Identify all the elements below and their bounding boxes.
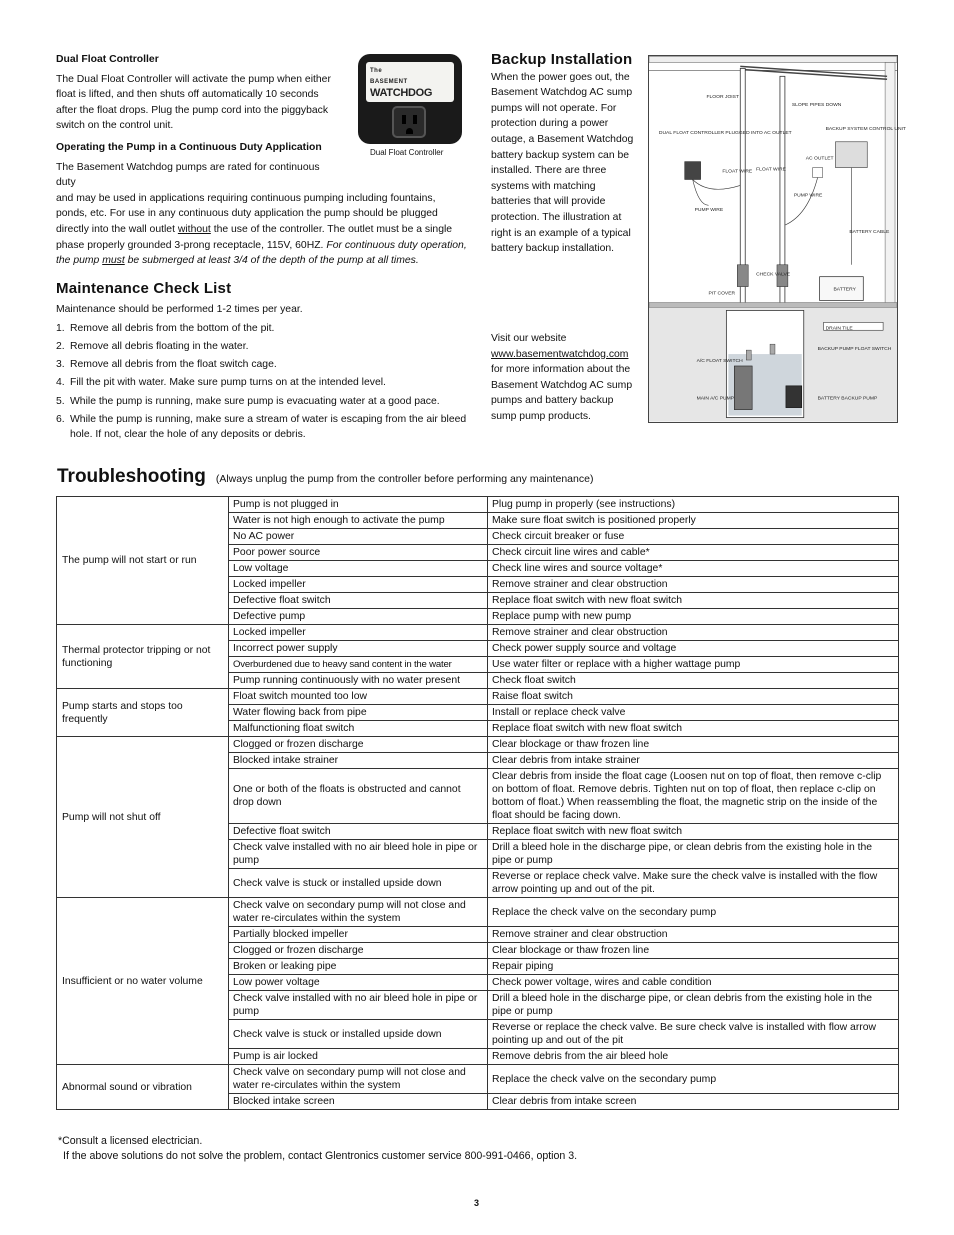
cause-cell: Check valve on secondary pump will not close and water re-circulates within the system	[229, 898, 488, 927]
solution-cell: Remove debris from the air bleed hole	[488, 1049, 899, 1065]
solution-cell: Reverse or replace the check valve. Be sure check valve is installed with flow arrow pointing up and out of the pit	[488, 1020, 899, 1049]
cause-cell: Float switch mounted too low	[229, 689, 488, 705]
solution-cell: Clear debris from inside the float cage (Loosen nut on top of float, then remove c-clip on bottom of float. Remove debris. Tighten nut on top of float, then replace c-clip on bottom of float.) When reassembling the float, the magnetic strip on the inside of the float should be facing down.	[488, 769, 899, 824]
solution-cell: Check power supply source and voltage	[488, 641, 899, 657]
solution-cell: Replace pump with new pump	[488, 609, 899, 625]
cause-cell: Pump running continuously with no water present	[229, 673, 488, 689]
maintenance-list	[56, 321, 468, 443]
maintenance-step: 2. Remove all debris floating in the water.	[56, 341, 249, 353]
solution-cell: Install or replace check valve	[488, 705, 899, 721]
solution-cell: Check line wires and source voltage*	[488, 561, 899, 577]
cause-cell: Broken or leaking pipe	[229, 959, 488, 975]
cause-cell: Defective float switch	[229, 824, 488, 840]
diagram-label: BATTERY CABLE	[849, 230, 890, 236]
solution-cell: Remove strainer and clear obstruction	[488, 577, 899, 593]
controller-logo: The BASEMENT WATCHDOG	[370, 68, 433, 99]
maintenance-intro: Maintenance should be performed 1-2 times per year.	[56, 304, 303, 316]
maintenance-step: 5. While the pump is running, make sure pump is evacuating water at a good pace.	[56, 395, 440, 407]
solution-cell: Check float switch	[488, 673, 899, 689]
diagram-label: FLOAT WIRE	[722, 169, 753, 175]
backup-column	[491, 51, 637, 422]
diagram-label: BACKUP SYSTEM CONTROL UNIT	[825, 126, 906, 132]
table-row	[57, 497, 899, 513]
solution-cell: Check circuit breaker or fuse	[488, 529, 899, 545]
cause-cell: One or both of the floats is obstructed and cannot drop down	[229, 769, 488, 824]
footer-notes	[58, 1134, 577, 1164]
table-row	[57, 1065, 899, 1094]
solution-cell: Remove strainer and clear obstruction	[488, 625, 899, 641]
dual-float-heading: Dual Float Controller	[56, 54, 159, 65]
symptom-cell: Abnormal sound or vibration	[57, 1065, 229, 1110]
solution-cell: Make sure float switch is positioned properly	[488, 513, 899, 529]
cause-cell: Check valve is stuck or installed upside down	[229, 869, 488, 898]
solution-cell: Clear blockage or thaw frozen line	[488, 737, 899, 753]
diagram-label: PIT COVER	[708, 291, 736, 297]
continuous-body-2: and may be used in applications requiring continuous pumping including fountains, ponds, etc. For use in any continuous duty application the pump should be plugged directly into the wall outlet without the use of the controller. The outlet must be a single phase properly grounded 3-prong receptacle, 115V, 60HZ. For continuous duty operation, the pump must be submerged at least 3/4 of the depth of the pump at all times.	[56, 192, 467, 267]
troubleshooting-note: (Always unplug the pump from the controller before performing any maintenance)	[215, 473, 594, 485]
dual-float-controller-image	[358, 54, 462, 144]
diagram-label: PUMP WIRE	[793, 193, 823, 199]
solution-cell: Replace the check valve on the secondary pump	[488, 1065, 899, 1094]
troubleshooting-table	[56, 496, 899, 1110]
cause-cell: Defective pump	[229, 609, 488, 625]
diagram-label: DUAL FLOAT CONTROLLER PLUGGED INTO AC OUTLET	[658, 130, 792, 136]
solution-cell: Replace float switch with new float switch	[488, 824, 899, 840]
diagram-label: BATTERY	[833, 287, 856, 293]
cause-cell: Check valve on secondary pump will not close and water re-circulates within the system	[229, 1065, 488, 1094]
table-row	[57, 898, 899, 927]
electrician-note: *Consult a licensed electrician.	[58, 1135, 203, 1147]
solution-cell: Clear blockage or thaw frozen line	[488, 943, 899, 959]
diagram-label: A/C FLOAT SWITCH	[696, 359, 743, 365]
continuous-body-1: The Basement Watchdog pumps are rated for continuous duty	[56, 161, 320, 189]
controller-label	[366, 62, 454, 102]
cause-cell: Poor power source	[229, 545, 488, 561]
cause-cell: Blocked intake screen	[229, 1094, 488, 1110]
maintenance-heading: Maintenance Check List	[56, 279, 232, 297]
cause-cell: Partially blocked impeller	[229, 927, 488, 943]
cause-cell: Clogged or frozen discharge	[229, 737, 488, 753]
cause-cell: Locked impeller	[229, 625, 488, 641]
maintenance-step: 4. Fill the pit with water. Make sure pump turns on at the intended level.	[56, 377, 386, 389]
backup-installation-diagram	[648, 55, 906, 423]
cause-cell: Locked impeller	[229, 577, 488, 593]
controller-caption: Dual Float Controller	[370, 148, 444, 157]
table-row	[57, 625, 899, 641]
diagram-label: FLOOR JOIST	[706, 95, 740, 101]
visit-block: Visit our website www.basementwatchdog.com for more information about the Basement Watchdog AC sump pumps and battery backup sump pump products.	[491, 333, 633, 422]
solution-cell: Replace the check valve on the secondary pump	[488, 898, 899, 927]
customer-service-note: If the above solutions do not solve the problem, contact Glentronics customer service 800-991-0466, option 3.	[63, 1150, 578, 1162]
cause-cell: Malfunctioning float switch	[229, 721, 488, 737]
cause-cell: No AC power	[229, 529, 488, 545]
cause-cell: Check valve installed with no air bleed hole in pipe or pump	[229, 840, 488, 869]
table-row	[57, 689, 899, 705]
solution-cell: Check circuit line wires and cable*	[488, 545, 899, 561]
backup-heading: Backup Installation	[491, 51, 633, 68]
diagram-label: MAIN A/C PUMP	[696, 396, 735, 402]
solution-cell: Drill a bleed hole in the discharge pipe, or clean debris from the existing hole in the pipe or pump	[488, 840, 899, 869]
diagram-label: BACKUP PUMP FLOAT SWITCH	[817, 347, 892, 353]
cause-cell: Pump is not plugged in	[229, 497, 488, 513]
solution-cell: Use water filter or replace with a higher wattage pump	[488, 657, 899, 673]
symptom-cell: Insufficient or no water volume	[57, 898, 229, 1065]
backup-body: When the power goes out, the Basement Watchdog AC sump pumps will not operate. For protection during a power outage, a Basement Watchdog battery backup system can be installed. There are three systems with matching batteries that will provide protection. The illustration at right is an example of a typical battery backup installation.	[491, 71, 634, 255]
outlet-icon	[392, 106, 426, 138]
symptom-cell: Thermal protector tripping or not functioning	[57, 625, 229, 689]
solution-cell: Clear debris from intake screen	[488, 1094, 899, 1110]
solution-cell: Replace float switch with new float switch	[488, 593, 899, 609]
solution-cell: Plug pump in properly (see instructions)	[488, 497, 899, 513]
cause-cell: Blocked intake strainer	[229, 753, 488, 769]
solution-cell: Raise float switch	[488, 689, 899, 705]
diagram-label: CHECK VALVE	[756, 272, 791, 278]
cause-cell: Water is not high enough to activate the pump	[229, 513, 488, 529]
cause-cell: Low power voltage	[229, 975, 488, 991]
symptom-cell: Pump starts and stops too frequently	[57, 689, 229, 737]
page-number: 3	[474, 1198, 480, 1208]
solution-cell: Check power voltage, wires and cable condition	[488, 975, 899, 991]
cause-cell: Check valve installed with no air bleed hole in pipe or pump	[229, 991, 488, 1020]
solution-cell: Drill a bleed hole in the discharge pipe, or clean debris from the existing hole in the pipe or pump	[488, 991, 899, 1020]
diagram-label: AC OUTLET	[805, 156, 834, 162]
website-link[interactable]: www.basementwatchdog.com	[491, 348, 629, 360]
diagram-label: BATTERY BACKUP PUMP	[817, 396, 878, 402]
dual-float-body: The Dual Float Controller will activate the pump when either float is lifted, and then shuts off automatically 10 seconds after the float drops. Plug the pump cord into the piggyback switch on the control unit.	[56, 73, 331, 132]
symptom-cell: The pump will not start or run	[57, 497, 229, 625]
symptom-cell: Pump will not shut off	[57, 737, 229, 898]
maintenance-step: 6. While the pump is running, make sure a stream of water is escaping from the air bleed hole. If not, clear the hole of any deposits or debris.	[56, 413, 467, 441]
cause-cell: Pump is air locked	[229, 1049, 488, 1065]
solution-cell: Reverse or replace check valve. Make sure the check valve is installed with the flow arrow pointing up and out of the pit.	[488, 869, 899, 898]
diagram-label: DRAIN TILE	[825, 326, 853, 332]
troubleshooting-heading: Troubleshooting	[57, 466, 206, 487]
cause-cell: Defective float switch	[229, 593, 488, 609]
diagram-label: SLOPE PIPES DOWN	[791, 103, 842, 109]
installation-illustration	[649, 56, 906, 422]
cause-cell: Clogged or frozen discharge	[229, 943, 488, 959]
troubleshooting-title	[57, 466, 593, 488]
diagram-label: PUMP WIRE	[694, 208, 724, 214]
solution-cell: Repair piping	[488, 959, 899, 975]
solution-cell: Remove strainer and clear obstruction	[488, 927, 899, 943]
cause-cell: Incorrect power supply	[229, 641, 488, 657]
diagram-label: FLOAT WIRE	[756, 167, 786, 173]
solution-cell: Clear debris from intake strainer	[488, 753, 899, 769]
maintenance-step: 1. Remove all debris from the bottom of the pit.	[56, 322, 275, 334]
cause-cell: Check valve is stuck or installed upside down	[229, 1020, 488, 1049]
cause-cell: Overburdened due to heavy sand content in the water	[229, 657, 488, 673]
continuous-heading: Operating the Pump in a Continuous Duty Application	[56, 141, 322, 153]
table-row	[57, 737, 899, 753]
maintenance-step: 3. Remove all debris from the float switch cage.	[56, 359, 277, 371]
solution-cell: Replace float switch with new float switch	[488, 721, 899, 737]
cause-cell: Low voltage	[229, 561, 488, 577]
cause-cell: Water flowing back from pipe	[229, 705, 488, 721]
